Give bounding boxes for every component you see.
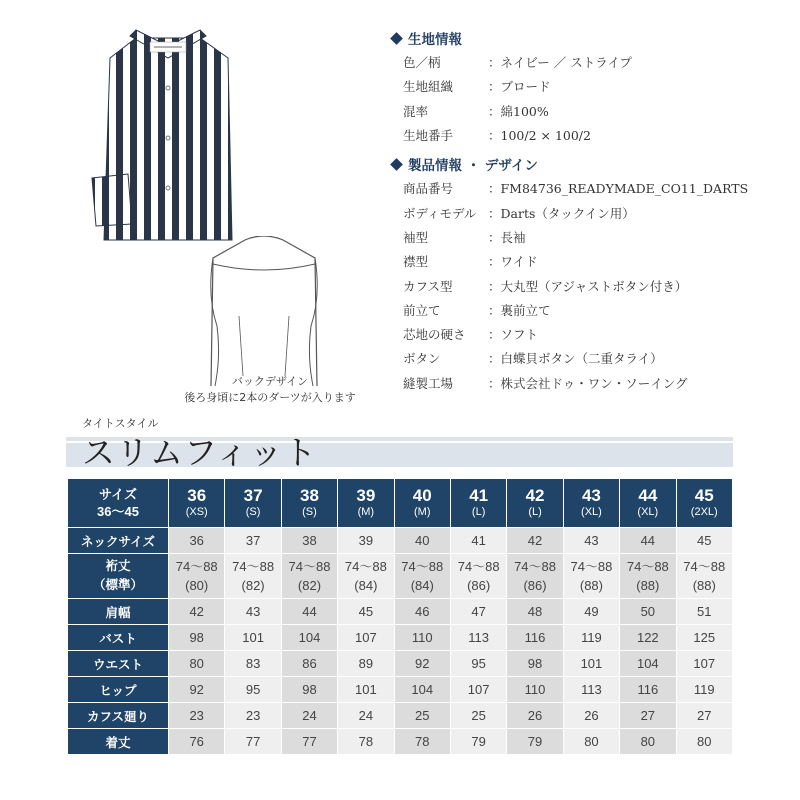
table-cell bbox=[394, 599, 450, 625]
table-cell bbox=[394, 703, 450, 729]
spec-value: ：綿100% bbox=[488, 103, 549, 119]
table-cell bbox=[169, 599, 225, 625]
table-cell bbox=[676, 729, 732, 755]
row-label bbox=[68, 651, 169, 677]
row-label bbox=[68, 599, 169, 625]
size-number: 43 bbox=[581, 486, 601, 505]
table-cell bbox=[225, 554, 281, 599]
cell-value: 50 bbox=[640, 604, 656, 619]
table-cell bbox=[676, 528, 732, 554]
table-cell bbox=[450, 528, 506, 554]
table-cell bbox=[169, 729, 225, 755]
table-cell bbox=[620, 677, 676, 703]
cell-value: 89 bbox=[358, 656, 374, 671]
table-cell bbox=[507, 729, 563, 755]
table-cell bbox=[450, 677, 506, 703]
cell-value: 77 bbox=[245, 734, 261, 749]
table-cell bbox=[676, 625, 732, 651]
spec-label: 縫製工場 bbox=[403, 375, 454, 391]
product-heading-text: 製品情報 ・ デザイン bbox=[408, 158, 538, 175]
table-row bbox=[68, 677, 733, 703]
spec-row bbox=[388, 200, 788, 224]
cell-value: 23 bbox=[245, 708, 261, 723]
size-column-header bbox=[507, 479, 563, 528]
row-label-sub: （標準） bbox=[92, 578, 143, 592]
cell-value: 25 bbox=[415, 708, 430, 723]
table-cell bbox=[394, 677, 450, 703]
spec-value: ：ワイド bbox=[488, 254, 538, 270]
size-number: 41 bbox=[469, 486, 489, 505]
table-cell bbox=[563, 729, 619, 755]
size-letter: (S) bbox=[245, 506, 261, 518]
size-letter: (M) bbox=[357, 506, 375, 518]
cell-value: 119 bbox=[581, 630, 602, 645]
cell-value: 36 bbox=[189, 533, 204, 548]
table-cell bbox=[620, 625, 676, 651]
size-letter: (L) bbox=[471, 506, 486, 518]
row-label-text: ヒップ bbox=[99, 683, 137, 698]
spec-value: ：ソフト bbox=[488, 327, 539, 343]
spec-row bbox=[388, 346, 788, 370]
cell-value: 107 bbox=[355, 630, 377, 645]
cell-value: 43 bbox=[584, 533, 599, 548]
table-cell bbox=[450, 554, 506, 599]
size-column-header bbox=[225, 479, 281, 528]
cell-value: 110 bbox=[524, 682, 546, 697]
table-cell bbox=[169, 554, 225, 599]
cell-value: 40 bbox=[415, 533, 430, 548]
cell-value-sub: (86) bbox=[467, 578, 491, 593]
table-cell bbox=[394, 651, 450, 677]
table-cell bbox=[225, 528, 281, 554]
size-number: 37 bbox=[243, 486, 263, 505]
size-letter: (XL) bbox=[581, 506, 602, 518]
table-cell bbox=[676, 651, 732, 677]
spec-row bbox=[388, 176, 788, 200]
size-column-header bbox=[394, 479, 450, 528]
cell-value-sub: (88) bbox=[579, 578, 603, 593]
table-cell bbox=[507, 554, 563, 599]
cell-value: 46 bbox=[415, 604, 430, 619]
cell-value: 74〜88 bbox=[626, 559, 669, 574]
spec-row bbox=[388, 99, 788, 123]
cell-value: 24 bbox=[358, 708, 374, 723]
spec-value: ：大丸型（アジャストボタン付き） bbox=[488, 278, 688, 294]
cell-value: 44 bbox=[302, 604, 317, 619]
spec-value: ：裏前立て bbox=[488, 302, 551, 318]
cell-value: 23 bbox=[189, 708, 204, 723]
size-column-header bbox=[338, 479, 394, 528]
spec-row bbox=[388, 371, 788, 395]
table-cell bbox=[338, 677, 394, 703]
cell-value-sub: (82) bbox=[297, 578, 322, 593]
fit-subtitle: タイトスタイル bbox=[82, 417, 159, 430]
table-cell bbox=[338, 528, 394, 554]
spec-value: ：白蝶貝ボタン（二重タライ） bbox=[488, 351, 663, 367]
cell-value: 92 bbox=[415, 656, 430, 671]
cell-value: 101 bbox=[580, 656, 603, 671]
spec-value: ：ネイビー ／ ストライプ bbox=[488, 55, 632, 71]
cell-value: 25 bbox=[471, 708, 486, 723]
fit-title: スリムフィット bbox=[82, 433, 318, 472]
cell-value: 80 bbox=[584, 734, 599, 749]
row-label-text: 着丈 bbox=[105, 735, 131, 750]
table-cell bbox=[281, 528, 337, 554]
table-cell bbox=[563, 599, 619, 625]
size-letter: (XL) bbox=[637, 506, 659, 518]
table-row bbox=[68, 703, 733, 729]
table-cell bbox=[507, 703, 563, 729]
row-label bbox=[68, 703, 169, 729]
table-cell bbox=[676, 677, 732, 703]
table-cell bbox=[169, 625, 225, 651]
spec-row bbox=[388, 273, 788, 297]
cell-value: 74〜88 bbox=[401, 559, 444, 574]
size-number: 36 bbox=[187, 486, 207, 505]
spec-row bbox=[388, 74, 788, 98]
size-column-header bbox=[169, 479, 225, 528]
cell-value: 104 bbox=[298, 630, 321, 645]
table-cell bbox=[169, 703, 225, 729]
table-cell bbox=[620, 729, 676, 755]
table-cell bbox=[338, 703, 394, 729]
cell-value: 95 bbox=[471, 656, 486, 671]
row-label bbox=[68, 677, 169, 703]
size-letter: (L) bbox=[528, 506, 542, 518]
cell-value: 78 bbox=[415, 734, 430, 749]
cell-value: 42 bbox=[189, 604, 204, 619]
spec-label: ボディモデル bbox=[403, 205, 477, 221]
cell-value: 27 bbox=[697, 708, 712, 723]
cell-value: 116 bbox=[637, 682, 659, 697]
row-label-text: 肩幅 bbox=[105, 605, 131, 620]
table-cell bbox=[563, 528, 619, 554]
table-cell bbox=[563, 651, 619, 677]
cell-value: 101 bbox=[355, 682, 377, 697]
table-cell bbox=[676, 554, 732, 599]
spec-label: 前立て bbox=[403, 302, 441, 318]
cell-value: 74〜88 bbox=[514, 559, 556, 574]
cell-value: 113 bbox=[468, 630, 490, 645]
size-column-header bbox=[563, 479, 619, 528]
table-cell bbox=[225, 599, 281, 625]
table-cell bbox=[338, 651, 394, 677]
table-cell bbox=[338, 554, 394, 599]
table-cell bbox=[338, 599, 394, 625]
size-column-header bbox=[281, 479, 337, 528]
table-cell bbox=[394, 528, 450, 554]
table-cell bbox=[507, 677, 563, 703]
cell-value: 107 bbox=[467, 682, 490, 697]
table-cell bbox=[450, 651, 506, 677]
spec-row bbox=[388, 298, 788, 322]
size-letter: (XS) bbox=[185, 506, 208, 518]
product-info-panel bbox=[388, 26, 788, 395]
row-label-text: ネックサイズ bbox=[80, 534, 155, 549]
row-label-text: 裄丈 bbox=[105, 559, 131, 573]
table-cell bbox=[281, 599, 337, 625]
size-number: 45 bbox=[694, 486, 714, 505]
table-cell bbox=[338, 625, 394, 651]
size-letter: (2XL) bbox=[690, 506, 718, 518]
diamond-icon bbox=[390, 158, 403, 171]
spec-row bbox=[388, 322, 788, 346]
spec-value: ：ブロード bbox=[488, 79, 551, 95]
cell-value: 110 bbox=[411, 630, 433, 645]
row-label bbox=[68, 729, 169, 755]
cell-value: 24 bbox=[302, 708, 317, 723]
cell-value: 79 bbox=[471, 734, 486, 749]
spec-label: 芯地の硬さ bbox=[403, 327, 466, 343]
cell-value: 44 bbox=[640, 533, 656, 548]
spec-label: 混率 bbox=[403, 103, 429, 119]
cell-value: 98 bbox=[189, 630, 204, 645]
table-cell bbox=[281, 677, 337, 703]
size-letter: (M) bbox=[414, 506, 431, 518]
table-cell bbox=[394, 554, 450, 599]
size-header-row bbox=[68, 479, 733, 528]
size-column-header bbox=[620, 479, 676, 528]
cell-value: 80 bbox=[697, 734, 712, 749]
cell-value: 45 bbox=[697, 533, 712, 548]
table-cell bbox=[225, 703, 281, 729]
size-number: 39 bbox=[356, 486, 376, 505]
spec-value: ：100/2 × 100/2 bbox=[488, 128, 591, 144]
table-cell bbox=[169, 677, 225, 703]
size-table bbox=[67, 478, 733, 755]
table-cell bbox=[620, 554, 676, 599]
back-design-caption bbox=[150, 374, 390, 406]
table-cell bbox=[620, 599, 676, 625]
row-label-text: ウエスト bbox=[92, 657, 143, 672]
cell-value: 45 bbox=[358, 604, 374, 619]
spec-label: 袖型 bbox=[403, 229, 429, 245]
cell-value: 78 bbox=[358, 734, 374, 749]
spec-label: 色／柄 bbox=[403, 55, 441, 71]
table-row bbox=[68, 599, 733, 625]
cell-value: 116 bbox=[524, 630, 546, 645]
spec-label: カフス型 bbox=[403, 278, 453, 294]
fabric-heading bbox=[388, 26, 788, 50]
cell-value: 37 bbox=[245, 533, 261, 548]
table-cell bbox=[225, 677, 281, 703]
cell-value-sub: (82) bbox=[241, 578, 265, 593]
cell-value: 86 bbox=[302, 656, 317, 671]
table-cell bbox=[507, 625, 563, 651]
spec-value: ：長袖 bbox=[488, 229, 526, 245]
cell-value: 74〜88 bbox=[570, 559, 613, 574]
row-label-text: バスト bbox=[99, 631, 137, 646]
table-row bbox=[68, 625, 733, 651]
cell-value: 39 bbox=[358, 533, 374, 548]
table-cell bbox=[169, 528, 225, 554]
spec-row bbox=[388, 249, 788, 273]
table-cell bbox=[394, 625, 450, 651]
size-header-label-2: 36〜45 bbox=[97, 504, 139, 519]
table-cell bbox=[507, 528, 563, 554]
table-cell bbox=[281, 625, 337, 651]
table-cell bbox=[281, 554, 337, 599]
size-number: 44 bbox=[638, 486, 658, 505]
table-row bbox=[68, 729, 733, 755]
diamond-icon bbox=[390, 32, 403, 45]
spec-value: ：FM84736_READYMADE_CO11_DARTS bbox=[488, 181, 749, 197]
cell-value: 74〜88 bbox=[175, 559, 218, 574]
size-letter: (S) bbox=[302, 506, 317, 518]
table-cell bbox=[281, 729, 337, 755]
size-column-header bbox=[676, 479, 732, 528]
cell-value: 122 bbox=[636, 630, 659, 645]
cell-value: 92 bbox=[189, 682, 204, 697]
cell-value: 26 bbox=[584, 708, 599, 723]
fabric-heading-text: 生地情報 bbox=[408, 32, 462, 48]
table-cell bbox=[676, 599, 732, 625]
cell-value: 95 bbox=[245, 682, 261, 697]
row-label bbox=[68, 625, 169, 651]
back-design-desc: 後ろ身頃に2本のダーツが入ります bbox=[184, 391, 356, 404]
cell-value: 51 bbox=[697, 604, 712, 619]
cell-value: 74〜88 bbox=[288, 559, 331, 574]
row-label bbox=[68, 528, 169, 554]
back-design-sketch bbox=[205, 236, 323, 386]
back-design-title: バックデザイン bbox=[231, 375, 309, 388]
table-cell bbox=[450, 729, 506, 755]
cell-value: 101 bbox=[242, 630, 264, 645]
product-heading bbox=[388, 152, 788, 176]
table-cell bbox=[450, 625, 506, 651]
cell-value: 119 bbox=[693, 682, 715, 697]
cell-value: 113 bbox=[581, 682, 602, 697]
cell-value: 48 bbox=[527, 604, 543, 619]
cell-value: 49 bbox=[584, 604, 599, 619]
shirt-front-image bbox=[88, 28, 248, 246]
table-cell bbox=[563, 677, 619, 703]
cell-value: 77 bbox=[302, 734, 317, 749]
cell-value: 42 bbox=[527, 533, 543, 548]
cell-value: 76 bbox=[189, 734, 204, 749]
spec-label: 生地組織 bbox=[403, 79, 454, 95]
cell-value: 38 bbox=[302, 533, 317, 548]
table-cell bbox=[620, 703, 676, 729]
size-number: 40 bbox=[412, 486, 432, 505]
table-row bbox=[68, 554, 733, 599]
cell-value: 98 bbox=[527, 656, 543, 671]
table-cell bbox=[620, 651, 676, 677]
table-cell bbox=[676, 703, 732, 729]
cell-value: 74〜88 bbox=[683, 559, 726, 574]
table-cell bbox=[450, 703, 506, 729]
row-label bbox=[68, 554, 169, 599]
table-cell bbox=[620, 528, 676, 554]
cell-value: 74〜88 bbox=[344, 559, 387, 574]
spec-label: ボタン bbox=[403, 351, 441, 367]
cell-value-sub: (88) bbox=[692, 578, 716, 593]
table-cell bbox=[225, 651, 281, 677]
cell-value-sub: (84) bbox=[354, 578, 378, 593]
cell-value: 43 bbox=[245, 604, 261, 619]
cell-value: 80 bbox=[640, 734, 656, 749]
cell-value: 83 bbox=[245, 656, 261, 671]
spec-value: ：株式会社ドゥ・ワン・ソーイング bbox=[488, 375, 688, 391]
spec-row bbox=[388, 50, 788, 74]
spec-label: 生地番手 bbox=[403, 128, 454, 144]
size-column-header bbox=[450, 479, 506, 528]
cell-value: 26 bbox=[527, 708, 543, 723]
table-cell bbox=[225, 625, 281, 651]
table-cell bbox=[507, 651, 563, 677]
cell-value-sub: (80) bbox=[185, 578, 209, 593]
cell-value: 104 bbox=[411, 682, 434, 697]
cell-value-sub: (86) bbox=[523, 578, 547, 593]
table-row bbox=[68, 651, 733, 677]
cell-value: 125 bbox=[693, 630, 716, 645]
spec-row bbox=[388, 123, 788, 147]
spec-value: ：Darts（タックイン用） bbox=[488, 205, 635, 221]
cell-value: 80 bbox=[189, 656, 204, 671]
cell-value-sub: (84) bbox=[410, 578, 434, 593]
table-cell bbox=[281, 651, 337, 677]
row-label-text: カフス廻り bbox=[86, 709, 149, 724]
cell-value: 41 bbox=[471, 533, 486, 548]
table-cell bbox=[563, 703, 619, 729]
table-cell bbox=[563, 554, 619, 599]
size-number: 38 bbox=[300, 486, 319, 505]
size-header-label bbox=[68, 479, 169, 528]
cell-value: 79 bbox=[527, 734, 543, 749]
table-cell bbox=[281, 703, 337, 729]
table-cell bbox=[338, 729, 394, 755]
table-cell bbox=[225, 729, 281, 755]
table-row bbox=[68, 528, 733, 554]
cell-value: 47 bbox=[471, 604, 486, 619]
table-cell bbox=[507, 599, 563, 625]
cell-value: 74〜88 bbox=[457, 559, 500, 574]
cell-value: 104 bbox=[636, 656, 659, 671]
cell-value: 98 bbox=[302, 682, 317, 697]
cell-value: 107 bbox=[693, 656, 716, 671]
cell-value: 74〜88 bbox=[232, 559, 275, 574]
size-number: 42 bbox=[525, 486, 545, 505]
spec-label: 襟型 bbox=[403, 254, 429, 270]
table-cell bbox=[169, 651, 225, 677]
size-header-label-1: サイズ bbox=[99, 487, 137, 502]
spec-row bbox=[388, 225, 788, 249]
cell-value: 27 bbox=[640, 708, 656, 723]
table-cell bbox=[394, 729, 450, 755]
spec-label: 商品番号 bbox=[403, 181, 454, 197]
cell-value-sub: (88) bbox=[636, 578, 660, 593]
table-cell bbox=[450, 599, 506, 625]
table-cell bbox=[563, 625, 619, 651]
